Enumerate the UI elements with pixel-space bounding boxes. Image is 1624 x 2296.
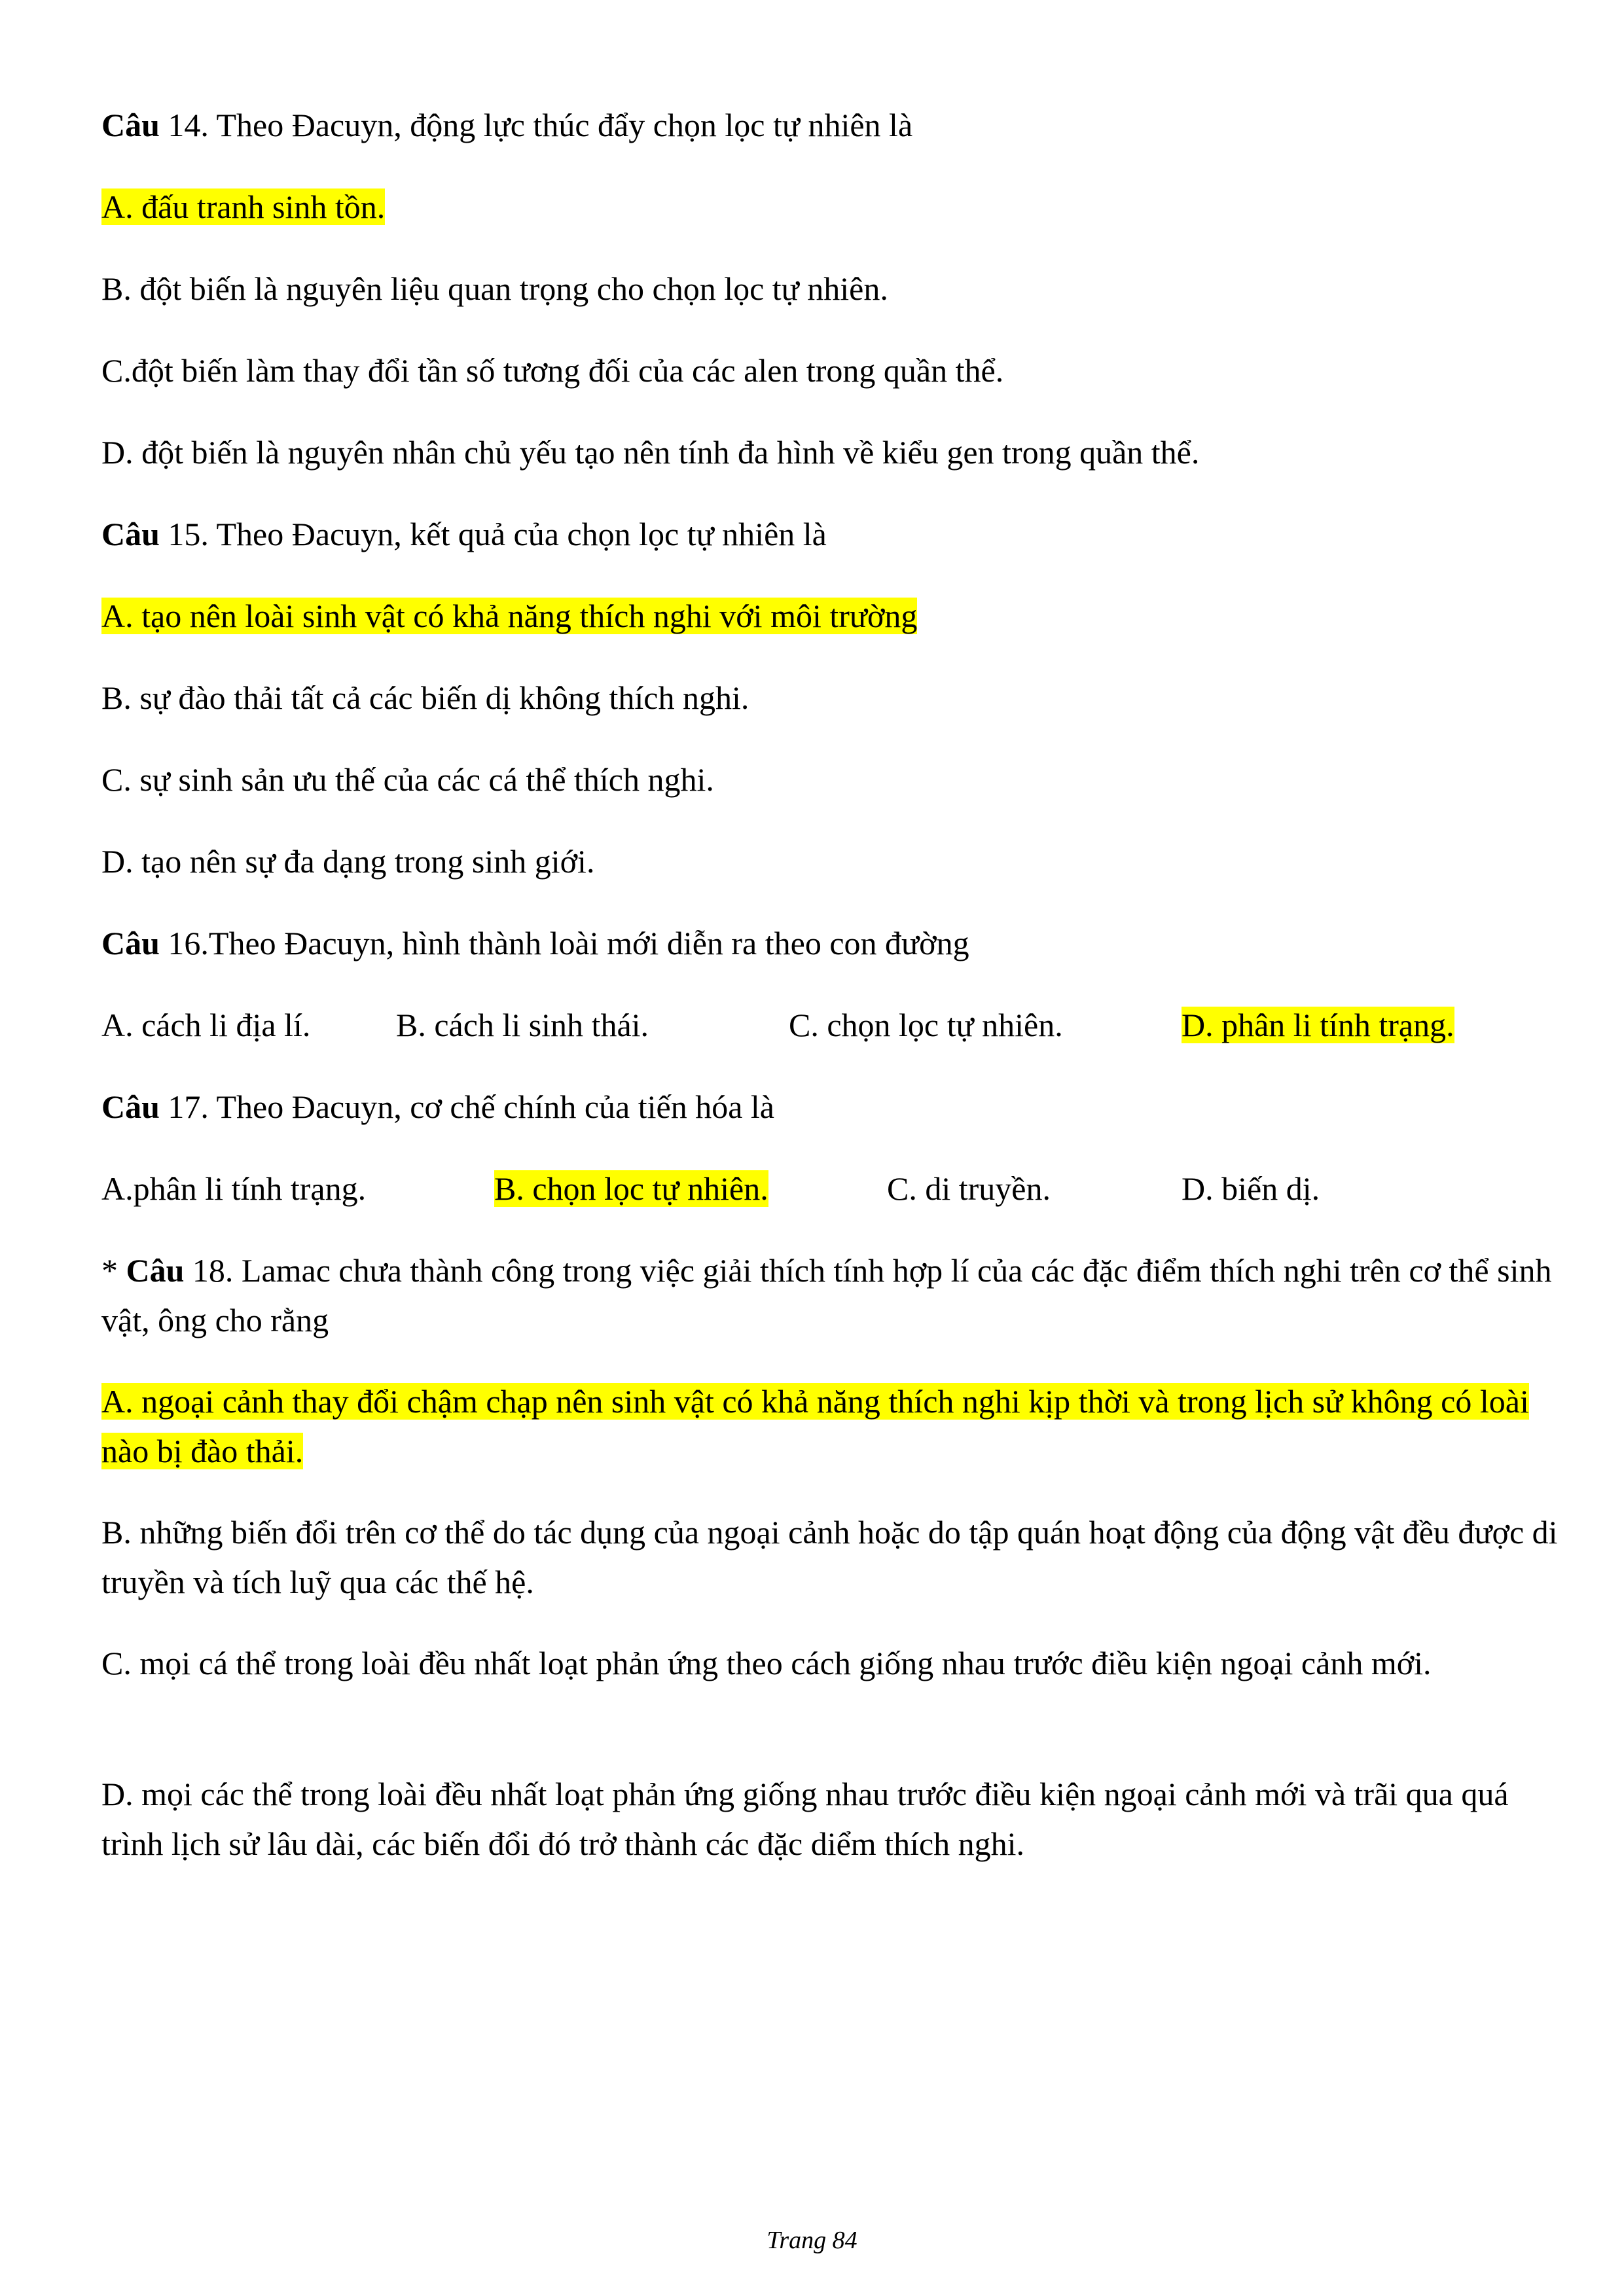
question-14-option-b: B. đột biến là nguyên liệu quan trọng cho chọn lọc tự nhiên. (101, 270, 888, 307)
question-17-option-b (494, 1164, 768, 1213)
question-16-option-d (1182, 1000, 1454, 1050)
question-text: 18. Lamac chưa thành công trong việc giải thích tính hợp lí của các đặc điểm thích nghi trên cơ thể sinh vật, ông cho rằng (101, 1252, 1552, 1338)
question-18-stem (101, 1246, 1561, 1345)
question-14-option-d: D. đột biến là nguyên nhân chủ yếu tạo nên tính đa hình về kiểu gen trong quần thể. (101, 434, 1200, 471)
question-14-option-a (101, 182, 385, 232)
question-label: Câu (101, 516, 160, 552)
question-16-stem (101, 918, 969, 968)
question-label: Câu (101, 107, 160, 143)
question-label: Câu (126, 1252, 185, 1289)
question-15-stem (101, 509, 827, 559)
question-17-stem (101, 1082, 774, 1132)
question-14-option-c: C.đột biến làm thay đổi tần số tương đối của các alen trong quần thể. (101, 352, 1004, 389)
question-18-option-d: D. mọi các thể trong loài đều nhất loạt phản ứng giống nhau trước điều kiện ngoại cảnh mới và trãi qua quá trình lịch sử lâu dài, các biến đổi đó trở thành các đặc diểm thích nghi. (101, 1776, 1509, 1862)
page-number: Trang 84 (767, 2227, 857, 2254)
answer-highlight: D. phân li tính trạng. (1182, 1007, 1454, 1043)
question-15-option-b: B. sự đào thải tất cả các biến dị không thích nghi. (101, 679, 749, 716)
answer-highlight: A. đấu tranh sinh tồn. (101, 188, 386, 225)
question-16-option-b: B. cách li sinh thái. (396, 1007, 649, 1043)
question-text: 16.Theo Đacuyn, hình thành loài mới diễn ra theo con đường (159, 925, 969, 961)
question-17-option-c: C. di truyền. (887, 1170, 1051, 1207)
question-16-option-c: C. chọn lọc tự nhiên. (789, 1007, 1063, 1043)
question-14-stem (101, 100, 912, 150)
question-16-option-a: A. cách li địa lí. (101, 1007, 311, 1043)
question-label: Câu (101, 1088, 160, 1125)
question-text: 17. Theo Đacuyn, cơ chế chính của tiến hóa là (159, 1088, 774, 1125)
answer-highlight: B. chọn lọc tự nhiên. (494, 1170, 768, 1207)
question-18-option-b: B. những biến đổi trên cơ thể do tác dụng của ngoại cảnh hoặc do tập quán hoạt động của động vật đều được di truyền và tích luỹ qua các thế hệ. (101, 1514, 1558, 1600)
question-15-option-a (101, 591, 917, 641)
question-text: 14. Theo Đacuyn, động lực thúc đẩy chọn lọc tự nhiên là (159, 107, 913, 143)
question-18-option-c: C. mọi cá thể trong loài đều nhất loạt phản ứng theo cách giống nhau trước điều kiện ngoại cảnh mới. (101, 1645, 1432, 1681)
question-text: 15. Theo Đacuyn, kết quả của chọn lọc tự nhiên là (159, 516, 827, 552)
answer-highlight: A. tạo nên loài sinh vật có khả năng thích nghi với môi trường (101, 598, 918, 634)
question-15-option-d: D. tạo nên sự đa dạng trong sinh giới. (101, 843, 595, 880)
question-17-option-a: A.phân li tính trạng. (101, 1170, 367, 1207)
answer-highlight: A. ngoại cảnh thay đổi chậm chạp nên sinh vật có khả năng thích nghi kịp thời và trong lịch sử không có loài nào bị đào thải. (101, 1383, 1529, 1469)
question-label: Câu (101, 925, 160, 961)
question-15-option-c: C. sự sinh sản ưu thế của các cá thể thích nghi. (101, 761, 714, 798)
question-18-option-a (101, 1376, 1561, 1476)
question-17-option-d: D. biến dị. (1182, 1170, 1320, 1207)
question-prefix: * (101, 1252, 126, 1289)
